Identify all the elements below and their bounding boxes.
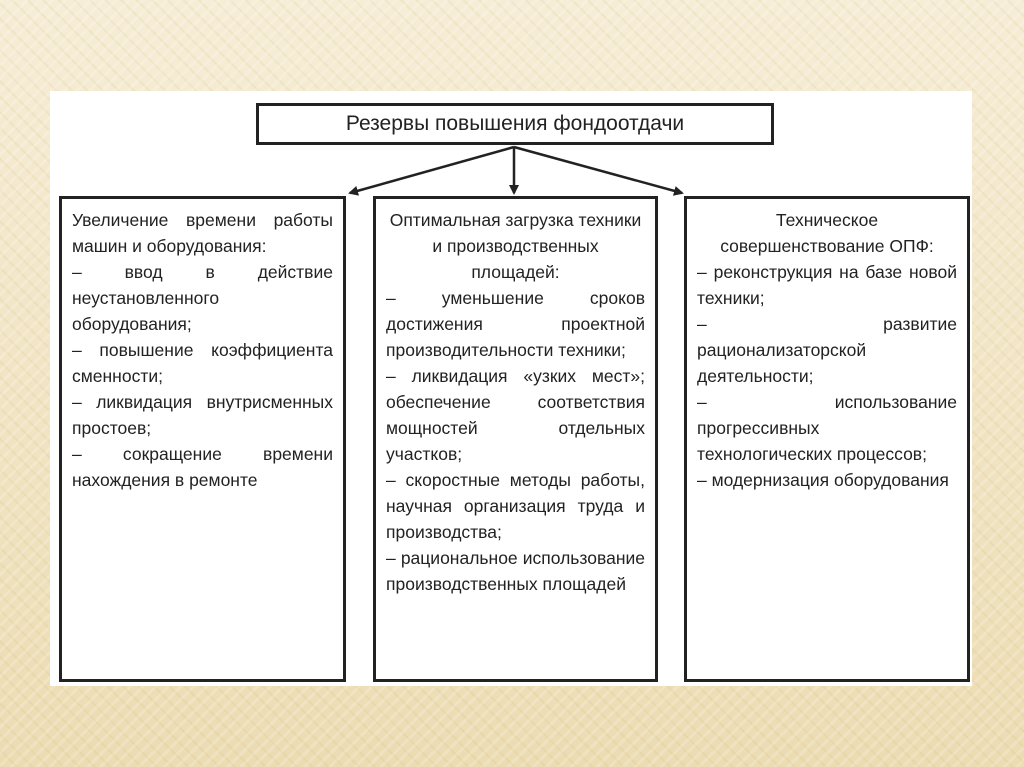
list-item: – уменьшение сроков достижения проектной производительности техники; xyxy=(386,288,645,360)
list-item: – скоростные методы работы, научная организация труда и производства; xyxy=(386,470,645,542)
column-heading: Техническое совершенствование ОПФ: xyxy=(720,210,934,256)
column-work-time xyxy=(59,196,346,682)
list-item: – развитие рационализаторской деятельности; xyxy=(697,314,957,386)
list-item: – реконструкция на базе новой техники; xyxy=(697,262,957,308)
column-optimal-load xyxy=(373,196,658,682)
list-item: – ликвидация «узких мест»; обеспечение соответствия мощностей отдельных участков; xyxy=(386,366,645,464)
list-item: – рациональное использование производственных площадей xyxy=(386,548,645,594)
list-item: – ликвидация внутрисменных простоев; xyxy=(72,392,333,438)
arrow-to-left xyxy=(350,147,514,193)
list-item: – использование прогрессивных технологических процессов; xyxy=(697,392,957,464)
column-heading: Увеличение времени работы машин и оборудования: xyxy=(72,210,333,256)
column-tech-improvement xyxy=(684,196,970,682)
list-item: – сокращение времени нахождения в ремонте xyxy=(72,444,333,490)
column-heading: Оптимальная загрузка техники и производственных площадей: xyxy=(389,210,642,282)
slide-canvas xyxy=(50,91,972,686)
list-item: – модернизация оборудования xyxy=(697,470,949,490)
diagram-title: Резервы повышения фондоотдачи xyxy=(256,103,774,145)
arrow-to-right xyxy=(514,147,682,193)
list-item: – повышение коэффициента сменности; xyxy=(72,340,333,386)
list-item: – ввод в действие неустановленного оборудования; xyxy=(72,262,333,334)
